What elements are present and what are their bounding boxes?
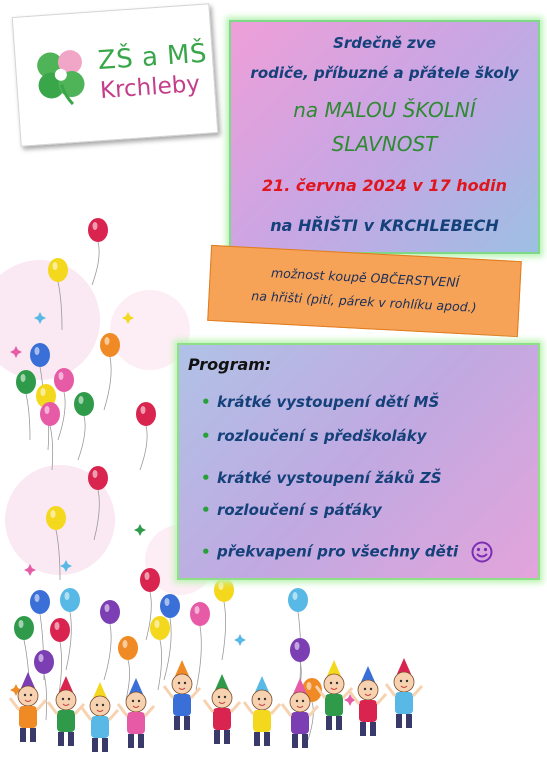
program-item-text: krátké vystoupení dětí MŠ bbox=[217, 393, 440, 411]
child-head-icon bbox=[172, 674, 192, 694]
child-head-icon bbox=[252, 690, 272, 710]
balloon-icon bbox=[88, 218, 108, 242]
program-item bbox=[201, 469, 442, 487]
logo-subtitle: Krchleby bbox=[99, 71, 201, 105]
party-hat-icon bbox=[327, 660, 341, 676]
balloon-icon bbox=[30, 343, 50, 367]
child-body-icon bbox=[359, 700, 377, 722]
balloon-icon bbox=[48, 258, 68, 282]
balloon-icon bbox=[150, 616, 170, 640]
party-hat-icon bbox=[397, 658, 411, 674]
child-head-icon bbox=[358, 680, 378, 700]
event-location: na HŘIŠTI v KRCHLEBECH bbox=[270, 216, 499, 235]
balloon-icon bbox=[88, 466, 108, 490]
party-hat-icon bbox=[255, 676, 269, 692]
child-body-icon bbox=[213, 708, 231, 730]
balloon-icon bbox=[50, 618, 70, 642]
balloon-icon bbox=[74, 392, 94, 416]
balloon-icon bbox=[40, 402, 60, 426]
balloon-icon bbox=[136, 402, 156, 426]
balloon-icon bbox=[160, 594, 180, 618]
bullet-icon: • bbox=[201, 542, 211, 561]
refreshments-line-2: na hřišti (pití, párek v rohlíku apod.) bbox=[251, 288, 477, 315]
balloon-icon bbox=[190, 602, 210, 626]
party-hat-icon bbox=[215, 674, 229, 690]
balloon-icon bbox=[100, 333, 120, 357]
child-head-icon bbox=[90, 696, 110, 716]
child-body-icon bbox=[91, 716, 109, 738]
balloon-icon bbox=[214, 578, 234, 602]
bullet-icon: • bbox=[201, 501, 211, 519]
child-head-icon bbox=[394, 672, 414, 692]
balloon-icon bbox=[16, 370, 36, 394]
balloon-icon bbox=[34, 650, 54, 674]
program-item bbox=[201, 541, 493, 563]
four-leaf-clover-icon bbox=[29, 43, 93, 109]
balloon-icon bbox=[290, 638, 310, 662]
confetti-star-icon bbox=[134, 524, 146, 536]
party-hat-icon bbox=[175, 660, 189, 676]
child-head-icon bbox=[212, 688, 232, 708]
child-head-icon bbox=[126, 692, 146, 712]
child-body-icon bbox=[291, 712, 309, 734]
program-item bbox=[201, 501, 382, 519]
confetti-star-icon bbox=[234, 634, 246, 646]
party-hat-icon bbox=[93, 682, 107, 698]
refreshments-line-1: možnost koupě OBČERSTVENÍ bbox=[270, 265, 460, 290]
child-body-icon bbox=[127, 712, 145, 734]
bullet-icon: • bbox=[201, 393, 211, 411]
balloon-icon bbox=[288, 588, 308, 612]
party-hat-icon bbox=[129, 678, 143, 694]
party-hat-icon bbox=[21, 672, 35, 688]
program-item bbox=[201, 427, 427, 445]
balloon-icon bbox=[140, 568, 160, 592]
balloon-icon bbox=[30, 590, 50, 614]
program-heading: Program: bbox=[188, 355, 272, 374]
balloon-icon bbox=[14, 616, 34, 640]
invite-line-1: Srdečně zve bbox=[333, 34, 436, 52]
program-item-text: překvapení pro všechny děti bbox=[217, 542, 459, 561]
program-item-text: rozloučení s páťáky bbox=[217, 501, 382, 519]
event-date: 21. června 2024 v 17 hodin bbox=[262, 176, 507, 195]
child-body-icon bbox=[395, 692, 413, 714]
program-item-text: rozloučení s předškoláky bbox=[217, 427, 427, 445]
program-box bbox=[177, 343, 540, 580]
refreshments-note bbox=[207, 245, 522, 337]
child-body-icon bbox=[325, 694, 343, 716]
program-item-text: krátké vystoupení žáků ZŠ bbox=[217, 469, 442, 487]
balloon-icon bbox=[46, 506, 66, 530]
bullet-icon: • bbox=[201, 469, 211, 487]
party-hat-icon bbox=[361, 666, 375, 682]
child-head-icon bbox=[290, 692, 310, 712]
smiley-icon bbox=[471, 541, 493, 563]
child-body-icon bbox=[173, 694, 191, 716]
school-logo-card bbox=[12, 3, 219, 146]
event-title-line-1: na MALOU ŠKOLNÍ bbox=[293, 98, 476, 122]
child-head-icon bbox=[56, 690, 76, 710]
child-head-icon bbox=[324, 674, 344, 694]
program-item bbox=[201, 393, 439, 411]
balloon-icon bbox=[100, 600, 120, 624]
balloon-icon bbox=[118, 636, 138, 660]
child-head-icon bbox=[18, 686, 38, 706]
balloon-icon bbox=[60, 588, 80, 612]
child-body-icon bbox=[19, 706, 37, 728]
child-body-icon bbox=[57, 710, 75, 732]
balloon-icon bbox=[54, 368, 74, 392]
event-title-line-2: SLAVNOST bbox=[331, 132, 438, 156]
child-body-icon bbox=[253, 710, 271, 732]
invite-line-2: rodiče, příbuzné a přátele školy bbox=[250, 64, 519, 82]
invitation-box bbox=[229, 20, 540, 254]
bullet-icon: • bbox=[201, 427, 211, 445]
logo-title: ZŠ a MŠ bbox=[96, 38, 208, 77]
